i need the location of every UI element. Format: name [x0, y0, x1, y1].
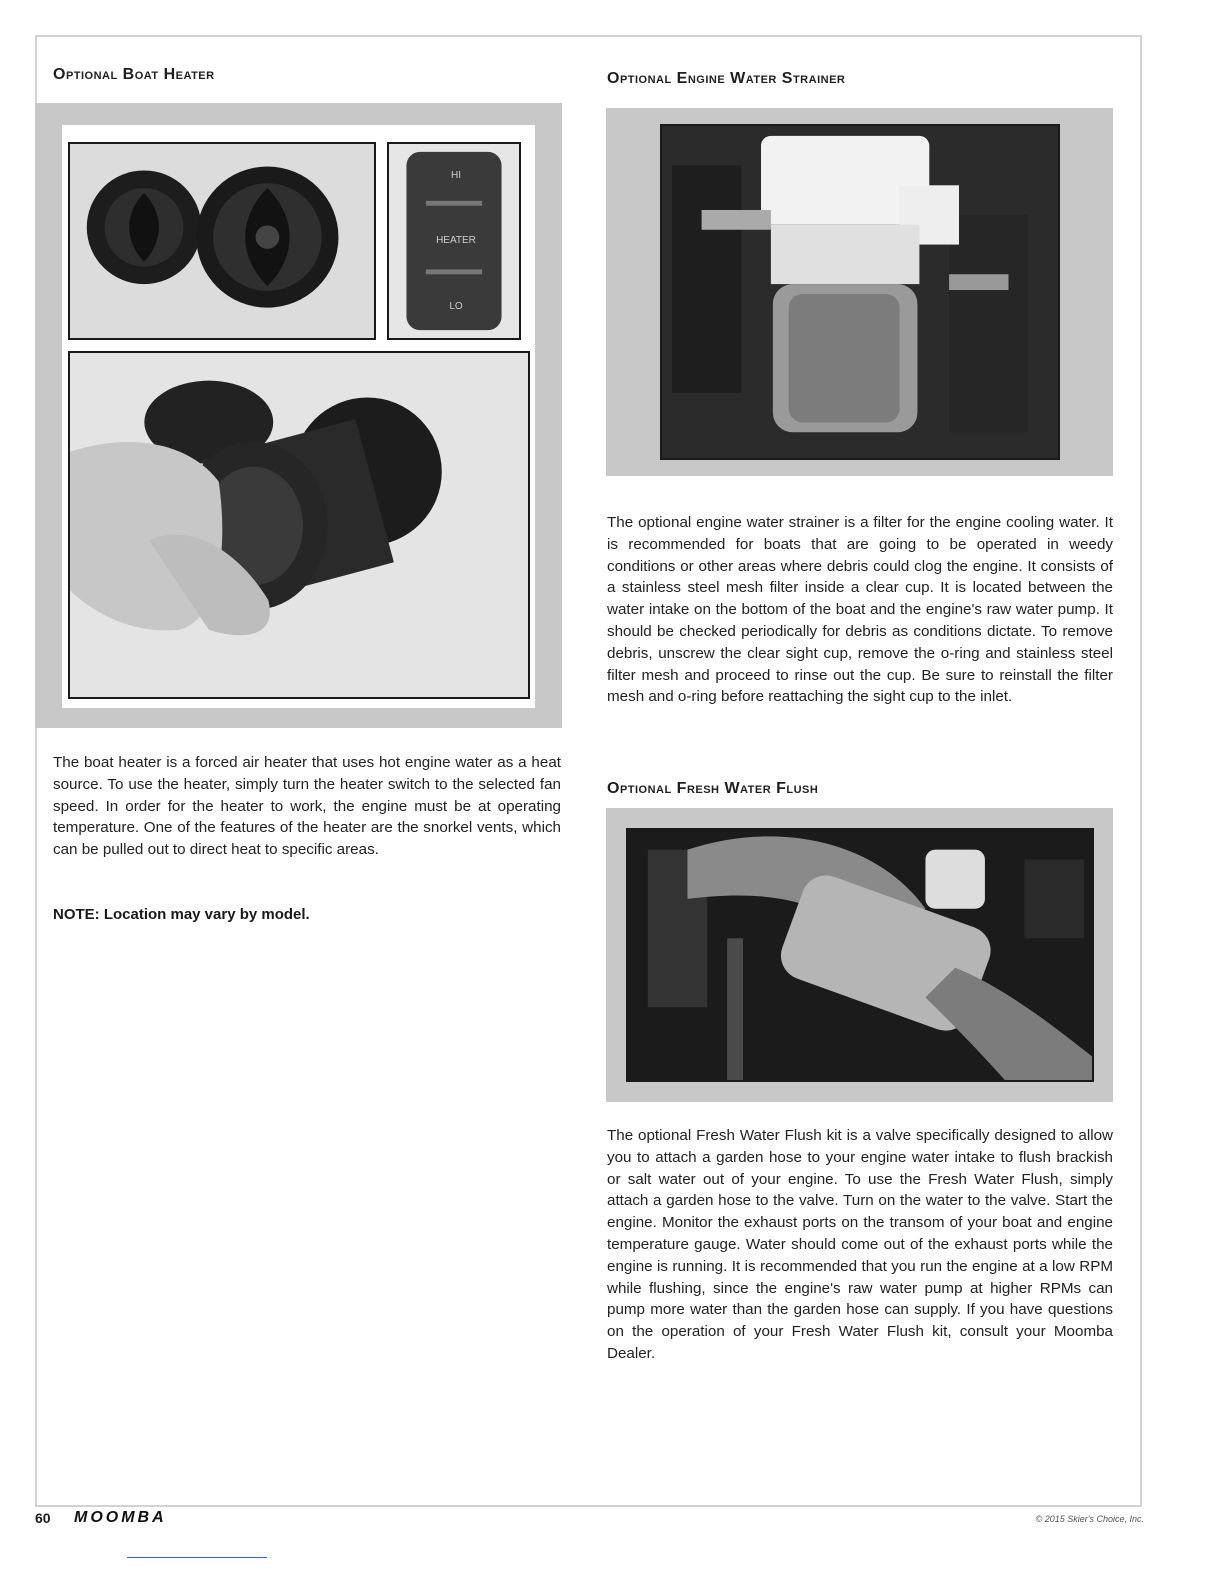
strainer-paragraph: The optional engine water strainer is a filter for the engine cooling water. It is recommended for boats that are going to be operated in weedy conditions or other areas where debris could clog the engine. It consists of a stainless steel mesh filter inside a clear cup. It is located between the water intake on the bottom of the boat and the engine's raw water pump. It should be checked periodically for debris as conditions dictate. To remove debris, unscrew the clear sight cup, remove the o-ring and stainless steel filter mesh and proceed to rinse out the cup. Be sure to reinstall the filter mesh and o-ring before reattaching the sight cup to the inlet. — [607, 514, 1113, 706]
boat-heater-photo-panel — [35, 103, 562, 728]
switch-label-heater: HEATER — [436, 235, 476, 246]
fresh-water-flush-photo — [626, 828, 1094, 1082]
heater-snorkel-photo — [68, 351, 530, 699]
fresh-water-flush-paragraph: The optional Fresh Water Flush kit is a valve specifically designed to allow you to attach a garden hose to your engine water intake to flush brackish or salt water out of your engine. To use the Fresh Water Flush, simply attach a garden hose to the valve. Turn on the water to the valve. Start the engine. Monitor the exhaust ports on the transom of your boat and engine temperature gauge. Water should come out of the exhaust ports while the engine is running. It is recommended that you run the engine at a low RPM while flushing, since the engine's raw water pump at higher RPMs can pump more water than the garden hose can supply. If you have questions on the operation of your Fresh Water Flush kit, consult your Moomba Dealer. — [607, 1127, 1113, 1362]
page-number: 60 — [35, 1510, 51, 1526]
fresh-water-flush-heading: Optional Fresh Water Flush — [607, 780, 819, 797]
water-strainer-photo — [660, 124, 1060, 460]
boat-heater-paragraph: The boat heater is a forced air heater that uses hot engine water as a heat source. To use the heater, simply turn the heater switch to the selected fan speed. In order for the heater to work, the engine must be at operating temperature. One of the features of the heater are the snorkel vents, which can be pulled out to direct heat to specific areas. — [53, 754, 561, 859]
engine-water-strainer-heading: Optional Engine Water Strainer — [607, 70, 846, 87]
heater-vents-photo — [68, 142, 376, 340]
bottom-link-line — [127, 1557, 267, 1558]
boat-heater-heading: Optional Boat Heater — [53, 66, 215, 83]
heater-switch-photo — [387, 142, 521, 340]
switch-label-hi: HI — [451, 170, 461, 181]
copyright-notice: © 2015 Skier's Choice, Inc. — [1035, 1514, 1144, 1524]
strainer-photo-panel — [606, 108, 1113, 476]
flush-photo-panel — [606, 808, 1113, 1102]
switch-label-lo: LO — [449, 301, 463, 312]
moomba-logo: MOOMBA — [74, 1509, 167, 1526]
location-note: NOTE: Location may vary by model. — [53, 906, 310, 923]
